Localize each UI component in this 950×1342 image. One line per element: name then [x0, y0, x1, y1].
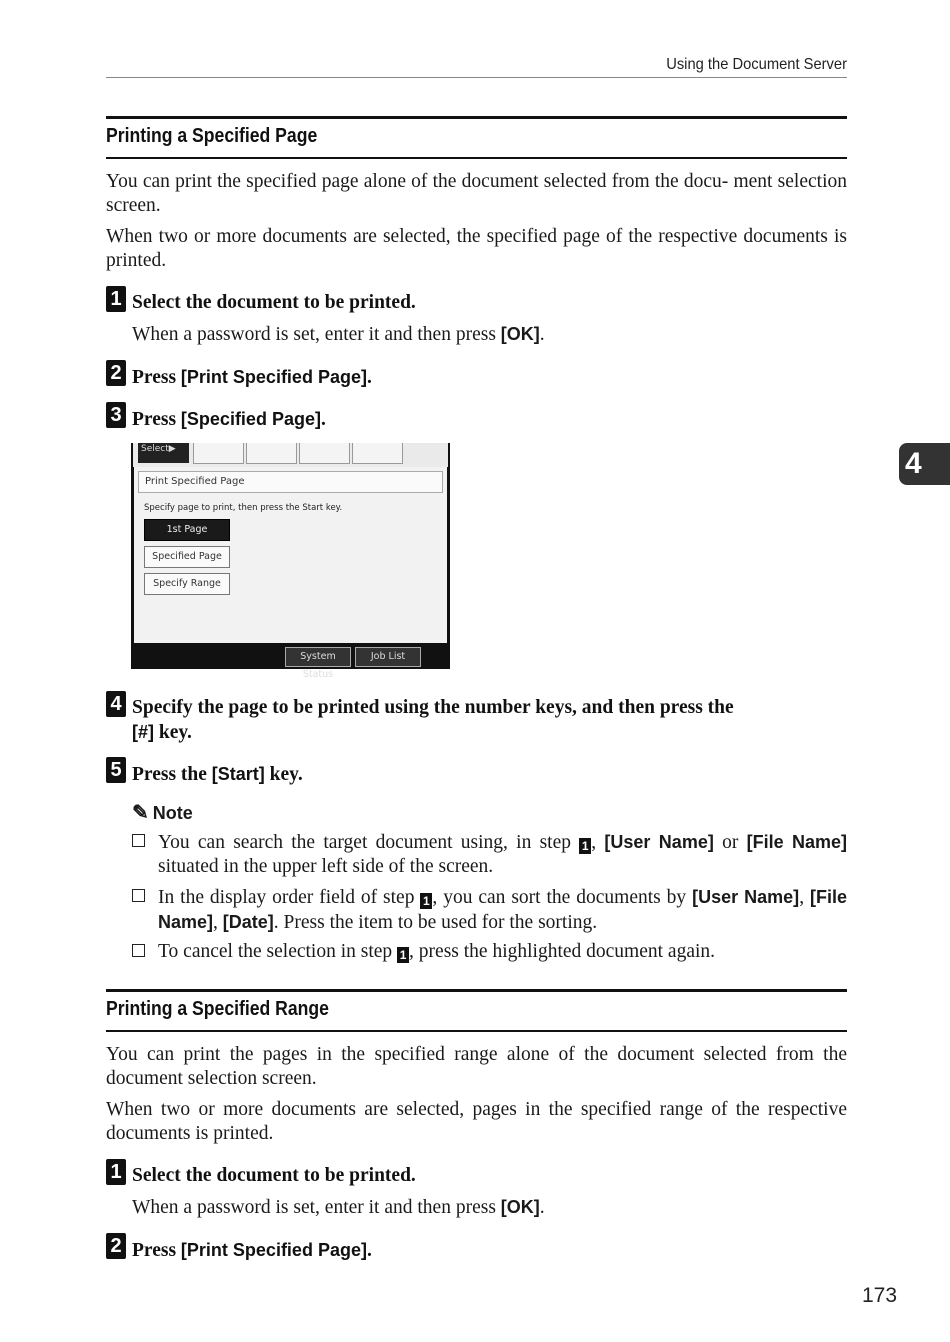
screen-tab: [246, 443, 297, 464]
step-text: Press [Print Specified Page].: [132, 367, 372, 388]
section-top-rule: [106, 116, 847, 119]
step-ref-icon: 1: [397, 947, 409, 963]
screen-tab: [352, 443, 403, 464]
panel-title: Print Specified Page: [138, 471, 443, 493]
paragraph: You can print the specified page alone of the document selected from the docu- ment selection screen.: [106, 171, 847, 216]
step-text: Select the document to be printed.: [132, 292, 416, 313]
step-text: Press [Specified Page].: [132, 409, 326, 430]
section-bottom-rule: [106, 157, 847, 159]
select-button: Select▶: [138, 443, 189, 463]
step-ref-icon: 1: [420, 893, 432, 909]
key-label: [Specified Page]: [180, 409, 321, 429]
step-number: 2: [106, 1233, 126, 1259]
checkbox-icon: [132, 834, 145, 847]
section-title: Printing a Specified Range: [106, 998, 329, 1020]
page-number: 173: [862, 1284, 898, 1307]
key-label: [Start]: [211, 764, 265, 784]
option-specified-page: Specified Page: [144, 546, 230, 568]
step-ref-icon: 1: [579, 838, 591, 854]
checkbox-icon: [132, 944, 145, 957]
step-detail: When a password is set, enter it and then press [OK].: [132, 324, 545, 345]
step-number: 1: [106, 1159, 126, 1185]
step-number: 2: [106, 360, 126, 386]
step-text: Select the document to be printed.: [132, 1165, 416, 1186]
paragraph: You can print the pages in the specified range alone of the document selected from the document selection screen.: [106, 1044, 847, 1089]
chapter-tab: 4: [899, 443, 950, 485]
option-specify-range: Specify Range: [144, 573, 230, 595]
section-bottom-rule: [106, 1030, 847, 1032]
key-label: [OK]: [500, 1197, 540, 1217]
job-list-button: Job List: [355, 647, 421, 667]
screen-panel: [134, 467, 447, 643]
key-label: [#]: [132, 722, 154, 742]
section-top-rule: [106, 989, 847, 992]
step-text: Press the [Start] key.: [132, 764, 303, 785]
step-text: Specify the page to be printed using the number keys, and then press the [#] key.: [132, 697, 734, 743]
step-number: 1: [106, 286, 126, 312]
step-detail: When a password is set, enter it and then press [OK].: [132, 1197, 545, 1218]
panel-instruction: Specify page to print, then press the Start key.: [144, 503, 343, 513]
paragraph: When two or more documents are selected, the specified page of the respective documents is printed.: [106, 226, 847, 271]
screen-tab: [299, 443, 350, 464]
header-rule: [106, 77, 847, 78]
step-number: 3: [106, 402, 126, 428]
option-first-page: 1st Page: [144, 519, 230, 541]
checkbox-icon: [132, 889, 145, 902]
key-label: [Print Specified Page]: [180, 1240, 367, 1260]
key-label: [Print Specified Page]: [180, 367, 367, 387]
pencil-icon: ✎: [132, 802, 149, 824]
paragraph: When two or more documents are selected, pages in the specified range of the respective documents is printed.: [106, 1099, 847, 1144]
screen-bottom-bar: [131, 643, 450, 680]
device-screenshot: [131, 443, 450, 680]
system-status-button: System Status: [285, 647, 351, 667]
step-number: 4: [106, 691, 126, 717]
screen-tab: [193, 443, 244, 464]
note-heading: ✎ Note: [132, 802, 193, 824]
key-label: [OK]: [500, 324, 540, 344]
step-text: Press [Print Specified Page].: [132, 1240, 372, 1261]
section-title: Printing a Specified Page: [106, 125, 318, 147]
running-header: Using the Document Server: [666, 56, 847, 73]
step-number: 5: [106, 757, 126, 783]
